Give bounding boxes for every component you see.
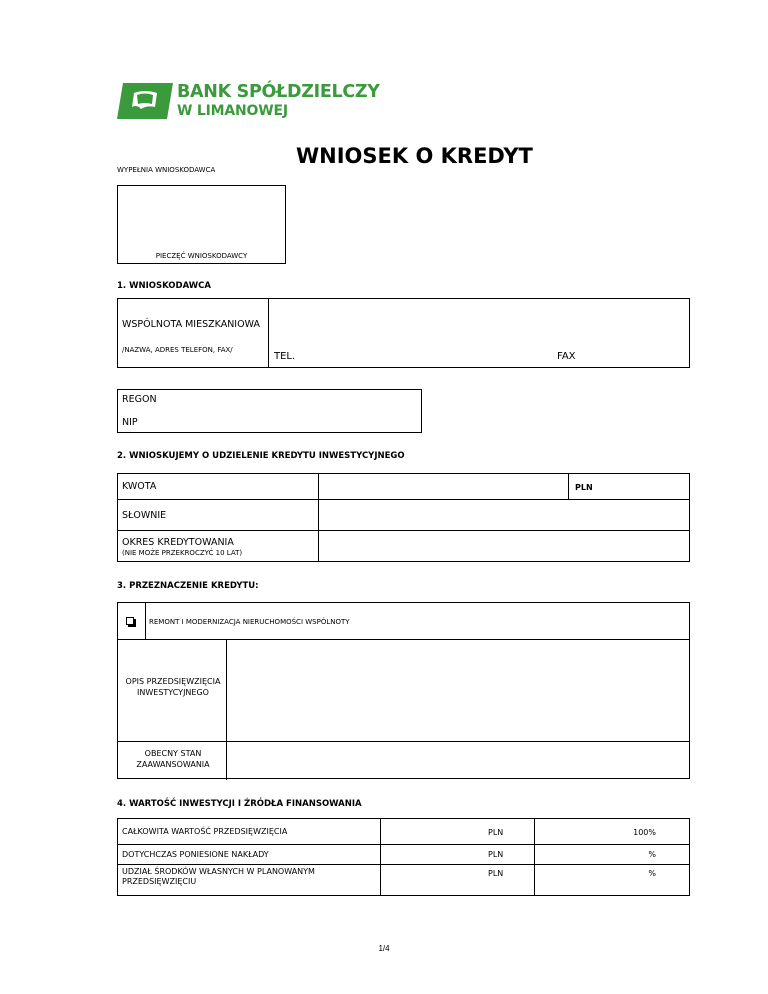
- words-input[interactable]: [319, 500, 689, 530]
- section3-heading: 3. PRZEZNACZENIE KREDYTU:: [117, 581, 259, 591]
- purpose-option-label: REMONT I MODERNIZACJA NIERUCHOMOŚCI WSPÓLNOTY: [149, 618, 350, 626]
- nip-label: NIP: [122, 417, 138, 428]
- page-title: WNIOSEK O KREDYT: [296, 144, 533, 168]
- row0-percent: 100%: [633, 828, 656, 837]
- section1-heading: 1. WNIOSKODAWCA: [117, 281, 211, 291]
- logo-line2: W LIMANOWEJ: [177, 103, 288, 119]
- section2-heading: 2. WNIOSKUJEMY O UDZIELENIE KREDYTU INWESTYCYJNEGO: [117, 451, 405, 461]
- row1-label: DOTYCHCZAS PONIESIONE NAKŁADY: [122, 850, 269, 859]
- period-note: (NIE MOŻE PRZEKROCZYĆ 10 LAT): [122, 549, 243, 557]
- status-label: OBECNY STAN ZAAWANSOWANIA: [136, 749, 210, 769]
- status-input[interactable]: [227, 742, 689, 778]
- nip-input[interactable]: [158, 412, 421, 434]
- row1-percent: %: [648, 850, 656, 859]
- desc-label: OPIS PRZEDSIĘWZIĘCIA INWESTYCYJNEGO: [125, 677, 221, 697]
- row2-currency: PLN: [488, 869, 504, 878]
- row0-label: CAŁKOWITA WARTOŚĆ PRZEDSIĘWZIĘCIA: [122, 827, 288, 836]
- fax-label: FAX: [557, 351, 576, 362]
- row1-currency: PLN: [488, 850, 504, 859]
- row0-currency: PLN: [488, 828, 504, 837]
- regon-label: REGON: [122, 394, 157, 405]
- amount-currency: PLN: [575, 483, 593, 492]
- logo-line1: BANK SPÓŁDZIELCZY: [177, 82, 380, 102]
- tel-label: TEL.: [274, 351, 296, 362]
- amount-input[interactable]: [319, 474, 567, 499]
- entity-sub: /NAZWA, ADRES TELEFON, FAX/: [122, 346, 233, 354]
- applicant-box: [117, 298, 690, 368]
- period-label: OKRES KREDYTOWANIA: [122, 537, 234, 548]
- page-number: 1/4: [378, 944, 390, 953]
- period-input[interactable]: [319, 531, 689, 561]
- purpose-box: [117, 602, 690, 779]
- section4-heading: 4. WARTOŚĆ INWESTYCJI I ŹRÓDŁA FINANSOWANIA: [117, 799, 362, 809]
- applicant-input[interactable]: [269, 299, 689, 367]
- entity-label: WSPÓLNOTA MIESZKANIOWA: [122, 319, 260, 330]
- regon-nip-box: [117, 389, 422, 433]
- stamp-label: PIECZĘĆ WNIOSKODAWCY: [155, 252, 248, 260]
- purpose-checkbox[interactable]: [126, 617, 134, 625]
- words-label: SŁOWNIE: [122, 510, 167, 521]
- row0-amount-input[interactable]: [381, 819, 481, 844]
- amount-label: KWOTA: [122, 481, 157, 492]
- credit-box: [117, 473, 690, 562]
- bank-logo-icon: [117, 83, 173, 119]
- bank-logo: [117, 82, 380, 122]
- desc-input[interactable]: [227, 640, 689, 741]
- filled-by-label: WYPEŁNIA WNIOSKODAWCA: [117, 166, 216, 174]
- row1-amount-input[interactable]: [381, 845, 481, 864]
- regon-input[interactable]: [158, 390, 421, 412]
- stamp-box: [117, 185, 286, 264]
- financing-table: [117, 818, 690, 896]
- row2-amount-input[interactable]: [381, 865, 481, 896]
- row2-label: UDZIAŁ ŚRODKÓW WŁASNYCH W PLANOWANYM PRZEDSIĘWZIĘCIU: [122, 867, 315, 886]
- row2-percent: %: [648, 869, 656, 878]
